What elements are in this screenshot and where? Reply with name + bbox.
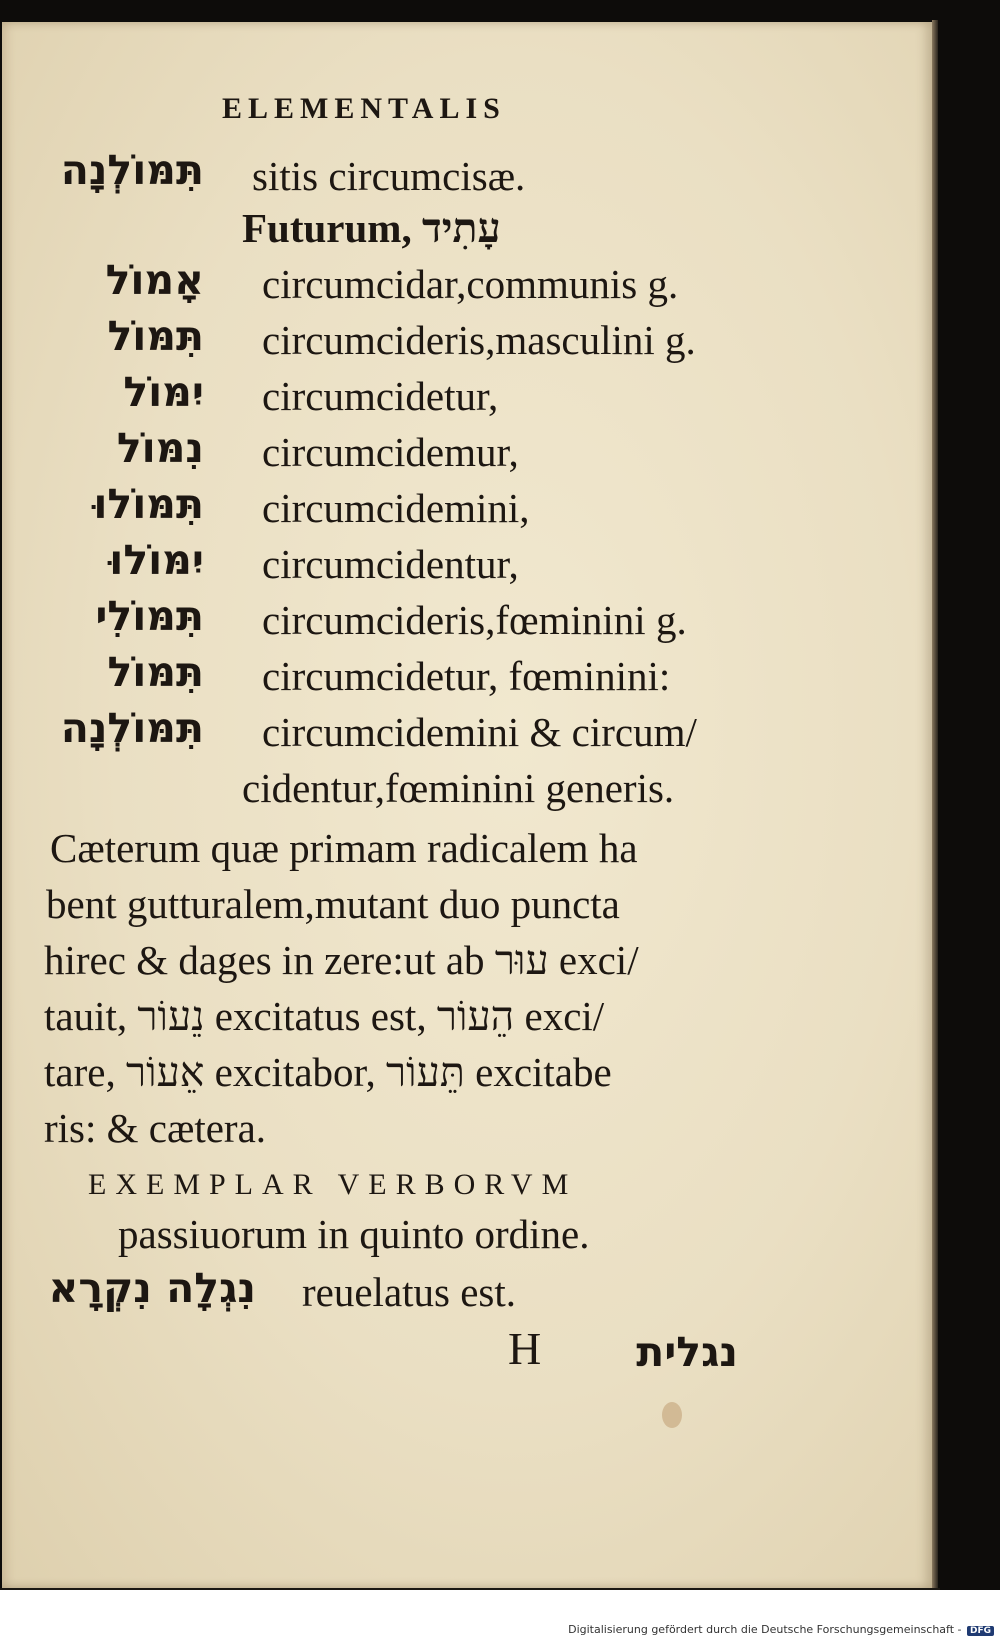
entry-latin: circumcidetur,: [262, 373, 499, 419]
entry-latin: cidentur,fœminini generis.: [242, 765, 675, 811]
example-latin: reuelatus est.: [302, 1269, 517, 1315]
paragraph-line: hirec & dages in zere:ut ab עוּר exci/: [44, 937, 639, 983]
entry-hebrew: תִּמּוֹלוּ: [93, 480, 204, 528]
entry-latin: circumcideris,fœminini g.: [262, 597, 687, 643]
entry-latin: circumcidentur,: [262, 541, 519, 587]
entry-latin: circumcidetur, fœminini:: [262, 653, 671, 699]
example-hebrew: נִגְלָה נִקְרָא: [48, 1264, 256, 1312]
entry-latin: sitis circumcisæ.: [252, 153, 526, 199]
entry-hebrew: יִמּוֹלוּ: [109, 536, 204, 584]
entry-hebrew: תִּמּוֹלִי: [95, 592, 204, 640]
entry-hebrew: נִמּוֹל: [116, 424, 204, 472]
entry-latin: circumcidemini & circum/: [262, 709, 697, 755]
signature-mark: H: [508, 1323, 542, 1374]
entry-latin: circumcideris,masculini g.: [262, 317, 696, 363]
paragraph-line: bent gutturalem,mutant duo puncta: [46, 881, 620, 927]
entry-hebrew: תִּמּוֹל: [107, 312, 204, 360]
entry-hebrew: אָמוֹל: [105, 256, 204, 304]
entry-hebrew: תִּמּוֹל: [107, 648, 204, 696]
dfg-logo: DFG: [967, 1626, 994, 1636]
catchword: נגלית: [636, 1328, 738, 1376]
entry-latin: Futurum, עָתִיד: [242, 205, 501, 251]
footer-strip: [0, 1590, 1000, 1638]
running-head: ELEMENTALIS: [222, 92, 506, 125]
entry-latin: circumcidemur,: [262, 429, 519, 475]
stain-mark: [662, 1402, 682, 1428]
paragraph-line: tauit, נֵעוֹר excitatus est, הֵעוֹר exci/: [44, 993, 605, 1039]
entry-latin: circumcidar,communis g.: [262, 261, 679, 307]
paragraph-line: tare, אֵעוֹר excitabor, תֵּעוֹר excitabe: [44, 1049, 612, 1095]
paragraph-line: Cæterum quæ primam radicalem ha: [50, 825, 638, 871]
book-page: [2, 22, 932, 1588]
paragraph-line: ris: & cætera.: [44, 1105, 267, 1151]
entry-latin: circumcidemini,: [262, 485, 530, 531]
footer-credit: [568, 1623, 994, 1636]
section-heading: EXEMPLAR VERBORVM: [88, 1168, 578, 1201]
section-subheading: passiuorum in quinto ordine.: [118, 1211, 590, 1257]
page-edge: [932, 20, 938, 1590]
entry-hebrew: תִּמּוֹלְנָה: [60, 146, 204, 194]
entry-hebrew: תִּמּוֹלְנָה: [60, 704, 204, 752]
footer-credit-text: Digitalisierung gefördert durch die Deutsche Forschungsgemeinschaft -: [568, 1623, 962, 1636]
entry-hebrew: יִמּוֹל: [123, 368, 204, 416]
